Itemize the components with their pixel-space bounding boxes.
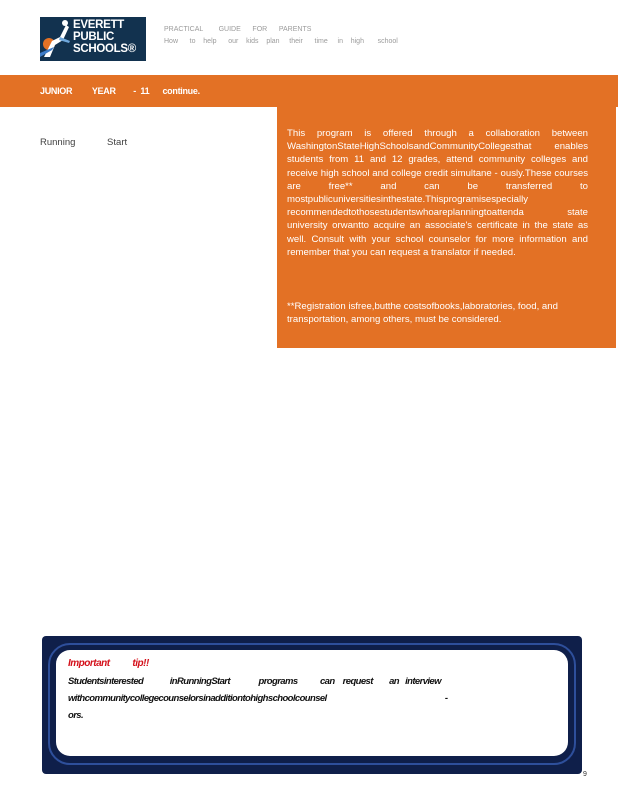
district-logo — [40, 17, 146, 61]
runner-figure-icon — [40, 17, 74, 61]
logo-line-1: EVERETT — [73, 19, 124, 31]
logo-line-3: SCHOOLS® — [73, 43, 136, 55]
program-label: Running Start — [40, 137, 128, 148]
page-number: 9 — [583, 771, 587, 778]
logo-line-2: PUBLIC — [73, 31, 115, 43]
tip-text-line-3: ors. — [68, 710, 84, 721]
logo-wordmark — [73, 19, 145, 55]
guide-title: PRACTICAL GUIDE FOR PARENTS — [164, 26, 312, 33]
tip-title: Important tip!! — [68, 658, 149, 669]
tip-text-line-2: withcommunitycollegecounselorsinadditiontohighschoolcounsel - — [68, 693, 448, 704]
program-description: This program is offered through a collaboration between WashingtonStateHighSchoolsandCommunityCollegesthat enables students from 11 and 12 grades, attend community colleges and receive high school and college credit simultane - ously.These courses are free** and can be transferred to mostpublicuniversitiesinthestate.Thisprogramisespecially recommendedtothosestudentswhoareplanningtoattenda state university orwantto acquire an associate's certificate in the state as well. Consult with your school counselor for more information and remember that you can request a translator if needed. — [287, 128, 588, 258]
guide-subtitle: How to help our kids plan their time in high school — [164, 38, 398, 45]
tip-text-line-1: Studentsinterested inRunningStart programs can request an interview — [68, 676, 441, 687]
registration-note: **Registration isfree,butthe costsofbooks,laboratories, food, and transportation, among others, must be considered. — [287, 301, 558, 326]
banner-title: JUNIOR YEAR - 11 continue. — [40, 86, 200, 96]
